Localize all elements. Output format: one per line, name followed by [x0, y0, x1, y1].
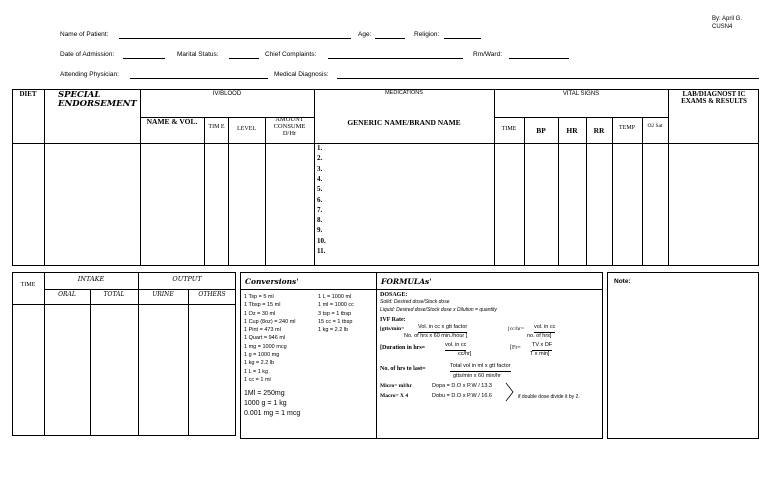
flow-rate-denominator: T x min]: [530, 351, 550, 357]
conversion-item: 1 Cup (8oz) = 240 ml: [244, 318, 296, 325]
gtts-numerator: Vol. in cc x gtt factor: [418, 325, 467, 333]
generic-brand-header: GENERIC NAME/BRAND NAME: [347, 118, 461, 127]
medications-header: MEDICATIONS: [385, 90, 423, 96]
bp-header: BP: [536, 126, 546, 135]
medication-number: 11.: [317, 247, 326, 255]
duration-numerator: vol. in cc: [445, 343, 466, 351]
conversion-item: 1 ml = 1000 cc: [318, 302, 354, 309]
medication-number: 9.: [317, 226, 323, 235]
hr-header: HR: [566, 126, 578, 135]
religion-field[interactable]: [444, 38, 481, 39]
author-school: CUSN4: [712, 24, 733, 30]
level-header: LEVEL: [237, 126, 256, 132]
io-time-header: TIME: [20, 282, 36, 288]
duration-label: [Duration in hrs=: [380, 345, 426, 351]
conversions-column-1: [244, 293, 296, 384]
admission-date-label: Date of Admission:: [60, 51, 115, 58]
conversion-item: 1 Quart = 946 ml: [244, 335, 286, 342]
admission-date-field[interactable]: [123, 58, 165, 59]
solid-formula: Solid: Desired dose/Stock dose: [380, 299, 450, 305]
conversion-item: 3 tsp = 1 tbsp: [318, 310, 352, 317]
medication-number: 2.: [317, 154, 323, 163]
flow-rate-numerator: TV x DF: [532, 343, 552, 351]
conversion-item: 1 L = 1000 ml: [318, 294, 352, 300]
note-box[interactable]: [607, 272, 759, 439]
religion-label: Religion:: [414, 31, 440, 38]
intake-header: INTAKE: [77, 275, 105, 283]
chief-complaints-field[interactable]: [328, 58, 463, 59]
conversion-item-large: 1000 g = 1 kg: [244, 400, 287, 407]
temp-header: TEMP: [618, 125, 635, 131]
conversion-item: 1 Oz = 30 ml: [244, 310, 276, 317]
conversions-highlighted: [244, 389, 300, 419]
patient-name-label: Name of Patient:: [60, 31, 109, 38]
patient-name-field[interactable]: [119, 38, 351, 39]
age-field[interactable]: [375, 38, 405, 39]
iv-time-header: TIM E: [208, 124, 225, 130]
dosage-label: DOSAGE:: [380, 292, 408, 298]
medication-number: 7.: [317, 205, 323, 214]
liquid-formula: Liquid: Desired dose/Stock dose x Dilution = quantity: [380, 307, 497, 313]
medication-number: 10.: [317, 236, 326, 245]
special-endorsement-header: SPECIAL ENDORSEMENT: [58, 90, 137, 109]
ivf-rate-label: IVF Rate:: [380, 317, 406, 323]
physician-label: Attending Physician:: [60, 71, 119, 78]
age-label: Age:: [358, 31, 372, 38]
conversion-item: 1 kg = 2.2 lb: [244, 360, 275, 367]
medication-number: 5.: [317, 185, 323, 194]
medication-number: 3.: [317, 164, 323, 173]
output-header: OUTPUT: [172, 275, 202, 283]
others-header: OTHERS: [198, 291, 226, 298]
conversion-item: 1 kg = 2.2 lb: [318, 327, 349, 334]
marital-status-label: Marital Status:: [177, 51, 219, 58]
bracket-icon: [505, 382, 515, 402]
chief-complaints-label: Chief Complaints:: [265, 51, 317, 58]
medication-number: 6.: [317, 195, 323, 204]
double-dose-note: if double dose divide it by 2.: [518, 394, 580, 400]
hrs-to-last-denominator: gtts/min x 60 min/hr: [453, 373, 501, 379]
medication-number: 8.: [317, 216, 323, 225]
cchr-label: [cc/hr=: [508, 326, 524, 332]
medication-number: 1.: [317, 144, 323, 152]
flow-rate-label: [Fr=: [510, 345, 521, 351]
dopa-formula: Dopa = D.O x P.W / 13.3: [432, 383, 492, 389]
conversion-item: 1 Tsp = 5 ml: [244, 294, 274, 300]
room-ward-field[interactable]: [509, 58, 569, 59]
marital-status-field[interactable]: [229, 58, 259, 59]
micro-formula: Micro= ml/hr: [380, 383, 412, 389]
note-label: Note:: [614, 278, 631, 285]
physician-field[interactable]: [130, 78, 268, 79]
conversion-item: 15 cc = 1 tbsp: [318, 318, 353, 325]
gtts-denominator: No. of hrs x 60 min./hour ]: [404, 333, 468, 339]
conversion-item: 1 cc = 1 ml: [244, 376, 271, 383]
conversions-title: Conversions': [245, 277, 299, 286]
conversion-item: 1 Tbsp = 15 ml: [244, 302, 281, 309]
conversion-item: 1 Pint = 473 ml: [244, 327, 281, 334]
medical-diagnosis-label: Medical Diagnosis:: [274, 71, 329, 78]
macro-formula: Macro= X 4: [380, 393, 409, 399]
cchr-numerator: vol. in cc: [534, 325, 555, 333]
conversion-item: 1 g = 1000 mg: [244, 352, 280, 359]
total-header: TOTAL: [103, 291, 125, 298]
urine-header: URINE: [152, 291, 174, 298]
lab-diagnostics-header: LAB/DIAGNOST IC EXAMS & RESULTS: [681, 90, 747, 106]
oral-header: ORAL: [58, 291, 76, 298]
conversions-column-2: [318, 293, 354, 334]
author-byline: By: April G.: [712, 16, 743, 22]
conversion-item-large: 0.001 mg = 1 mcg: [244, 410, 301, 417]
hrs-to-last-label: No. of hrs to last=: [380, 366, 426, 372]
cchr-denominator: no. of hrs]: [527, 333, 552, 339]
iv-blood-header: IV/BLOOD: [212, 91, 242, 97]
conversion-item: 1 mg = 1000 mcg: [244, 343, 287, 350]
room-ward-label: Rm/Ward:: [473, 51, 503, 58]
hrs-to-last-numerator: Total vol in ml x gtt factor: [450, 364, 511, 372]
conversion-item-large: 1Ml = 250mg: [244, 390, 285, 397]
main-table: [12, 89, 759, 266]
medication-number: 4.: [317, 174, 323, 183]
amount-consumed-header: AMOUNT CONSUME D/Hr: [273, 116, 306, 137]
o2-sat-header: O2 Sat: [647, 123, 663, 129]
vs-time-header: TIME: [501, 126, 517, 132]
dobu-formula: Dobu = D.O x P.W / 16.6: [432, 393, 492, 399]
vital-signs-header: VITAL SIGNS: [562, 91, 600, 97]
formulas-title: FORMULAs': [381, 277, 432, 286]
gtts-label: [gtts/min=: [380, 326, 405, 332]
duration-denominator: cc/hr]: [458, 351, 472, 357]
conversion-item: 1 L = 1 kg: [244, 368, 269, 375]
name-vol-header: NAME & VOL.: [146, 117, 198, 126]
diet-header: DIET: [19, 90, 37, 98]
rr-header: RR: [593, 126, 605, 135]
medical-diagnosis-field[interactable]: [337, 78, 759, 79]
